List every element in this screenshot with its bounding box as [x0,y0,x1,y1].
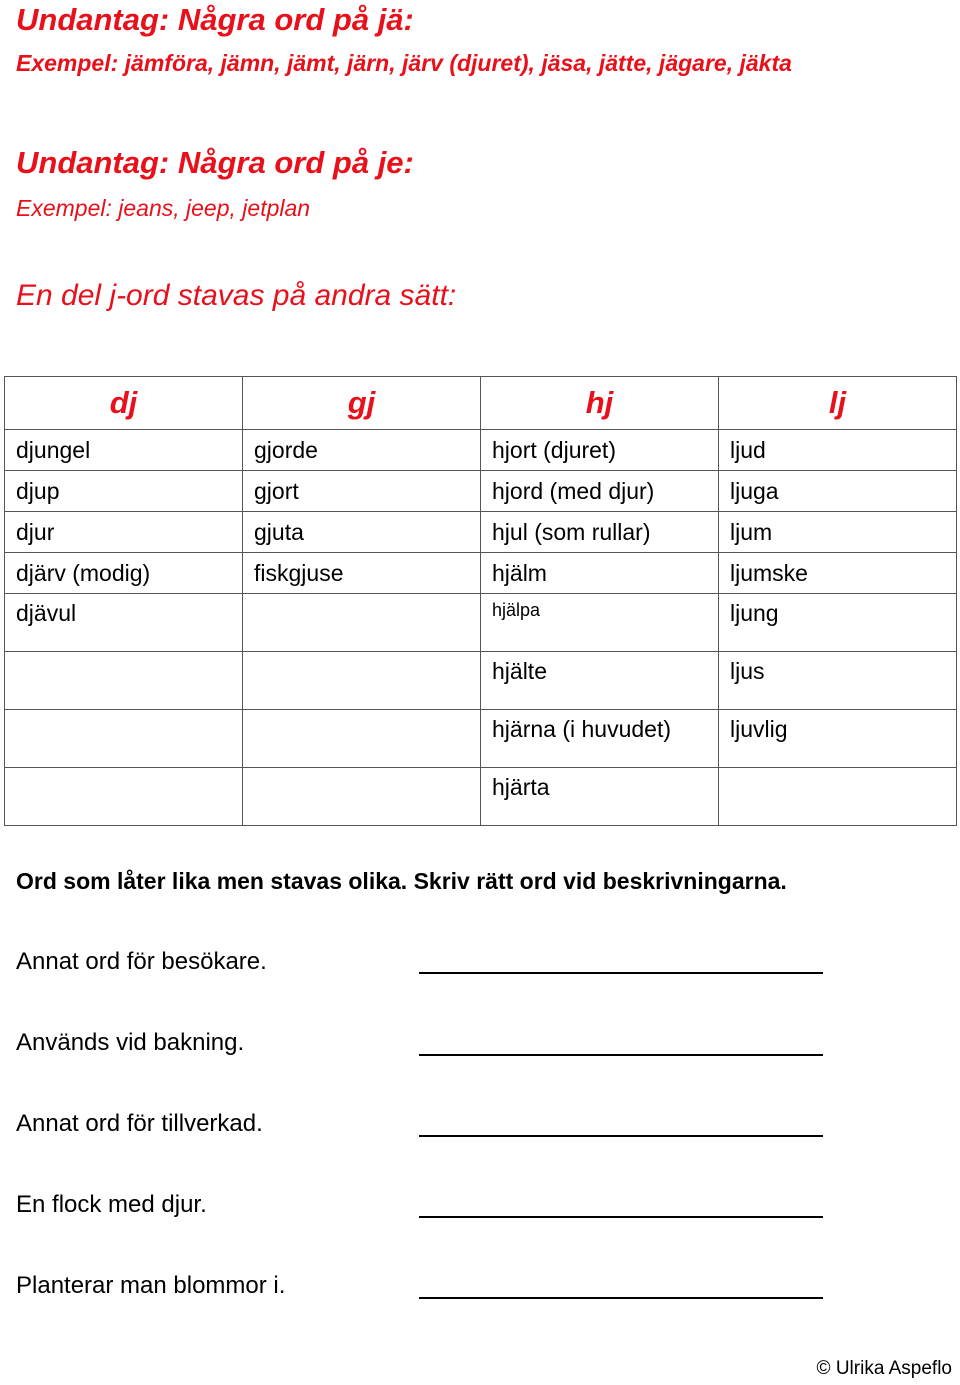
table-cell: hjord (med djur) [481,471,719,512]
answer-line-4[interactable] [419,1216,823,1218]
table-cell: fiskgjuse [243,553,481,594]
question-4: En flock med djur. [16,1191,207,1218]
table-cell: gjort [243,471,481,512]
table-row [5,512,957,553]
table-row [5,768,957,826]
other-spellings-heading: En del j-ord stavas på andra sätt: [16,279,457,312]
task-instruction: Ord som låter lika men stavas olika. Skriv rätt ord vid beskrivningarna. [16,868,787,894]
answer-line-2[interactable] [419,1054,823,1056]
table-row [5,594,957,652]
table-cell: djur [5,512,243,553]
table-row [5,430,957,471]
question-1: Annat ord för besökare. [16,948,267,975]
column-header-gj: gj [243,377,481,430]
table-cell [243,594,481,652]
table-cell [5,652,243,710]
table-cell: ljung [719,594,957,652]
table-cell: hjälpa [481,594,719,652]
table-header-row [5,377,957,430]
examples-ja: Exempel: jämföra, jämn, jämt, järn, järv (djuret), jäsa, jätte, jägare, jäkta [16,50,792,76]
table-cell: hjort (djuret) [481,430,719,471]
answer-line-5[interactable] [419,1297,823,1299]
table-cell: djungel [5,430,243,471]
table-cell: ljuvlig [719,710,957,768]
table-cell: djup [5,471,243,512]
table-cell: ljud [719,430,957,471]
table-row [5,471,957,512]
table-cell: hjul (som rullar) [481,512,719,553]
table-cell: hjärta [481,768,719,826]
heading-ja: Undantag: Några ord på jä: [16,2,414,37]
column-header-dj: dj [5,377,243,430]
table-cell: gjorde [243,430,481,471]
table-cell: hjälte [481,652,719,710]
table-row [5,652,957,710]
examples-je: Exempel: jeans, jeep, jetplan [16,195,311,221]
table-cell: gjuta [243,512,481,553]
table-cell: ljus [719,652,957,710]
column-header-hj: hj [481,377,719,430]
copyright-notice: © Ulrika Aspeflo [816,1358,952,1379]
heading-je: Undantag: Några ord på je: [16,145,414,180]
table-cell [243,710,481,768]
table-cell: ljum [719,512,957,553]
column-header-lj: lj [719,377,957,430]
answer-line-3[interactable] [419,1135,823,1137]
table-row [5,553,957,594]
table-cell [243,652,481,710]
table-cell: ljuga [719,471,957,512]
question-3: Annat ord för tillverkad. [16,1110,263,1137]
table-cell: djärv (modig) [5,553,243,594]
table-cell: hjälm [481,553,719,594]
table-cell: djävul [5,594,243,652]
table-cell: ljumske [719,553,957,594]
table-cell [5,710,243,768]
table-cell: hjärna (i huvudet) [481,710,719,768]
table-row [5,710,957,768]
table-cell [719,768,957,826]
j-sound-table [4,376,957,826]
table-cell [243,768,481,826]
question-5: Planterar man blommor i. [16,1272,286,1299]
question-2: Används vid bakning. [16,1029,245,1056]
table-cell [5,768,243,826]
answer-line-1[interactable] [419,972,823,974]
